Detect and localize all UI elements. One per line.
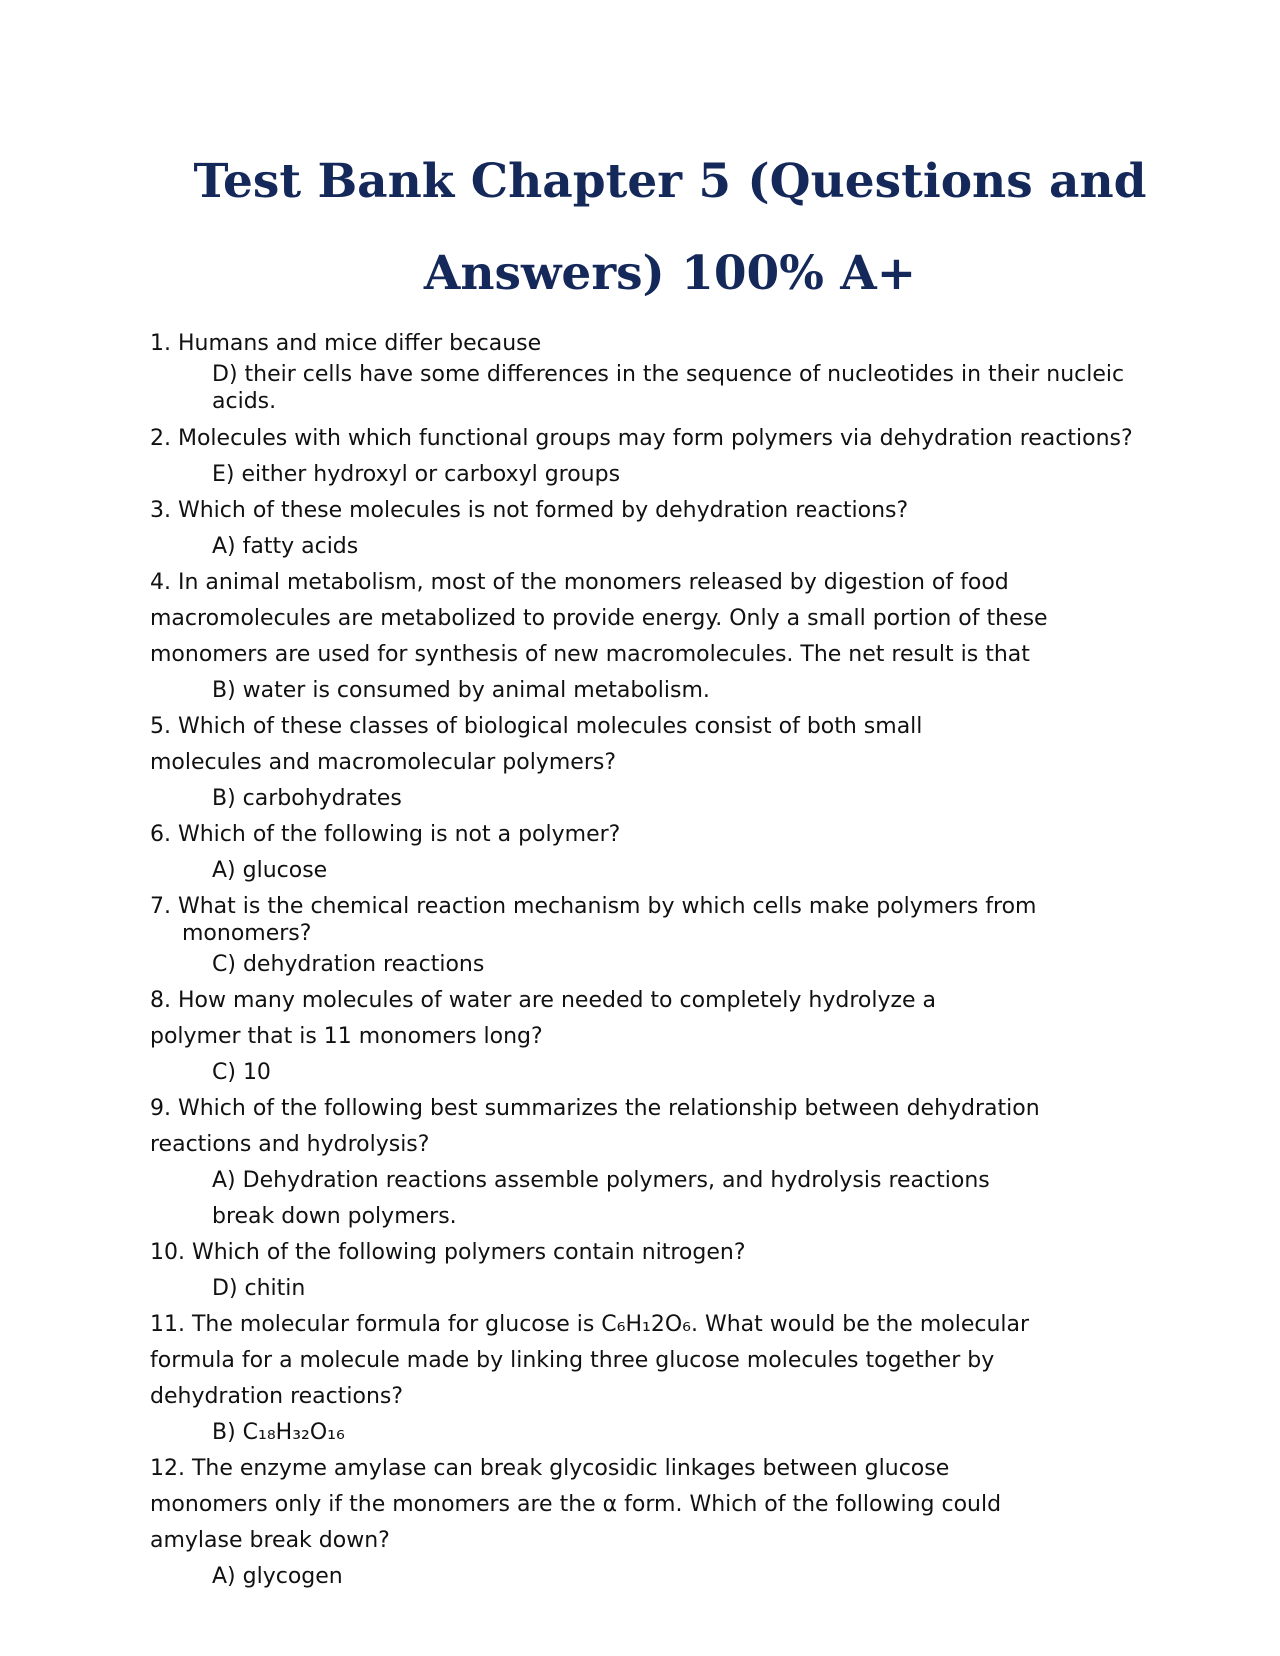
answer-text: A) Dehydration reactions assemble polymers, and hydrolysis reactions xyxy=(212,1168,990,1193)
question-text: 4. In animal metabolism, most of the monomers released by digestion of food xyxy=(150,570,1009,595)
question-text: 1. Humans and mice differ because xyxy=(150,331,542,356)
answer-text: D) their cells have some differences in the sequence of nucleotides in their nucleic xyxy=(212,362,1125,387)
question-item xyxy=(150,893,1180,983)
question-text-cont: amylase break down? xyxy=(150,1528,390,1553)
answer-text: A) glycogen xyxy=(212,1564,343,1589)
question-list xyxy=(150,330,1180,1595)
question-item xyxy=(150,330,1180,415)
question-text: 2. Molecules with which functional groups may form polymers via dehydration reactions? xyxy=(150,426,1133,451)
question-item xyxy=(150,1091,1180,1235)
question-item xyxy=(150,421,1180,493)
answer-text: C) 10 xyxy=(212,1060,271,1085)
answer-text-cont: break down polymers. xyxy=(212,1204,457,1229)
question-item xyxy=(150,1451,1180,1595)
question-text-cont: monomers? xyxy=(182,921,312,946)
answer-text: B) water is consumed by animal metabolism. xyxy=(212,678,710,703)
question-text-cont: formula for a molecule made by linking three glucose molecules together by xyxy=(150,1348,995,1373)
question-item xyxy=(150,565,1180,709)
answer-text: B) carbohydrates xyxy=(212,786,402,811)
question-text: 10. Which of the following polymers contain nitrogen? xyxy=(150,1240,746,1265)
question-item xyxy=(150,709,1180,817)
answer-text: A) glucose xyxy=(212,858,328,883)
answer-text: C) dehydration reactions xyxy=(212,952,485,977)
question-text-cont: dehydration reactions? xyxy=(150,1384,404,1409)
question-text-cont: monomers only if the monomers are the α form. Which of the following could xyxy=(150,1492,1002,1517)
question-text: 11. The molecular formula for glucose is C₆H₁2O₆. What would be the molecular xyxy=(150,1312,1030,1337)
question-text-cont: reactions and hydrolysis? xyxy=(150,1132,430,1157)
question-text: 9. Which of the following best summarizes the relationship between dehydration xyxy=(150,1096,1040,1121)
question-text: 6. Which of the following is not a polymer? xyxy=(150,822,621,847)
question-item xyxy=(150,817,1180,889)
answer-text: B) C₁₈H₃₂O₁₆ xyxy=(212,1420,345,1445)
document-title-line-1: Test Bank Chapter 5 (Questions and xyxy=(193,154,1147,209)
answer-text-cont: acids. xyxy=(212,389,277,414)
question-text: 12. The enzyme amylase can break glycosidic linkages between glucose xyxy=(150,1456,950,1481)
question-text-cont: macromolecules are metabolized to provide energy. Only a small portion of these xyxy=(150,606,1048,631)
answer-text: E) either hydroxyl or carboxyl groups xyxy=(212,462,621,487)
answer-text: D) chitin xyxy=(212,1276,306,1301)
question-text: 7. What is the chemical reaction mechanism by which cells make polymers from xyxy=(150,894,1037,919)
question-item xyxy=(150,1235,1180,1307)
question-text-cont: polymer that is 11 monomers long? xyxy=(150,1024,543,1049)
question-item xyxy=(150,983,1180,1091)
question-text-cont: molecules and macromolecular polymers? xyxy=(150,750,617,775)
answer-text: A) fatty acids xyxy=(212,534,359,559)
question-text: 5. Which of these classes of biological molecules consist of both small xyxy=(150,714,923,739)
question-item xyxy=(150,1307,1180,1451)
document-title-line-2: Answers) 100% A+ xyxy=(423,246,917,301)
question-text: 3. Which of these molecules is not formed by dehydration reactions? xyxy=(150,498,909,523)
question-item xyxy=(150,493,1180,565)
question-text: 8. How many molecules of water are needed to completely hydrolyze a xyxy=(150,988,937,1013)
question-text-cont: monomers are used for synthesis of new macromolecules. The net result is that xyxy=(150,642,1030,667)
